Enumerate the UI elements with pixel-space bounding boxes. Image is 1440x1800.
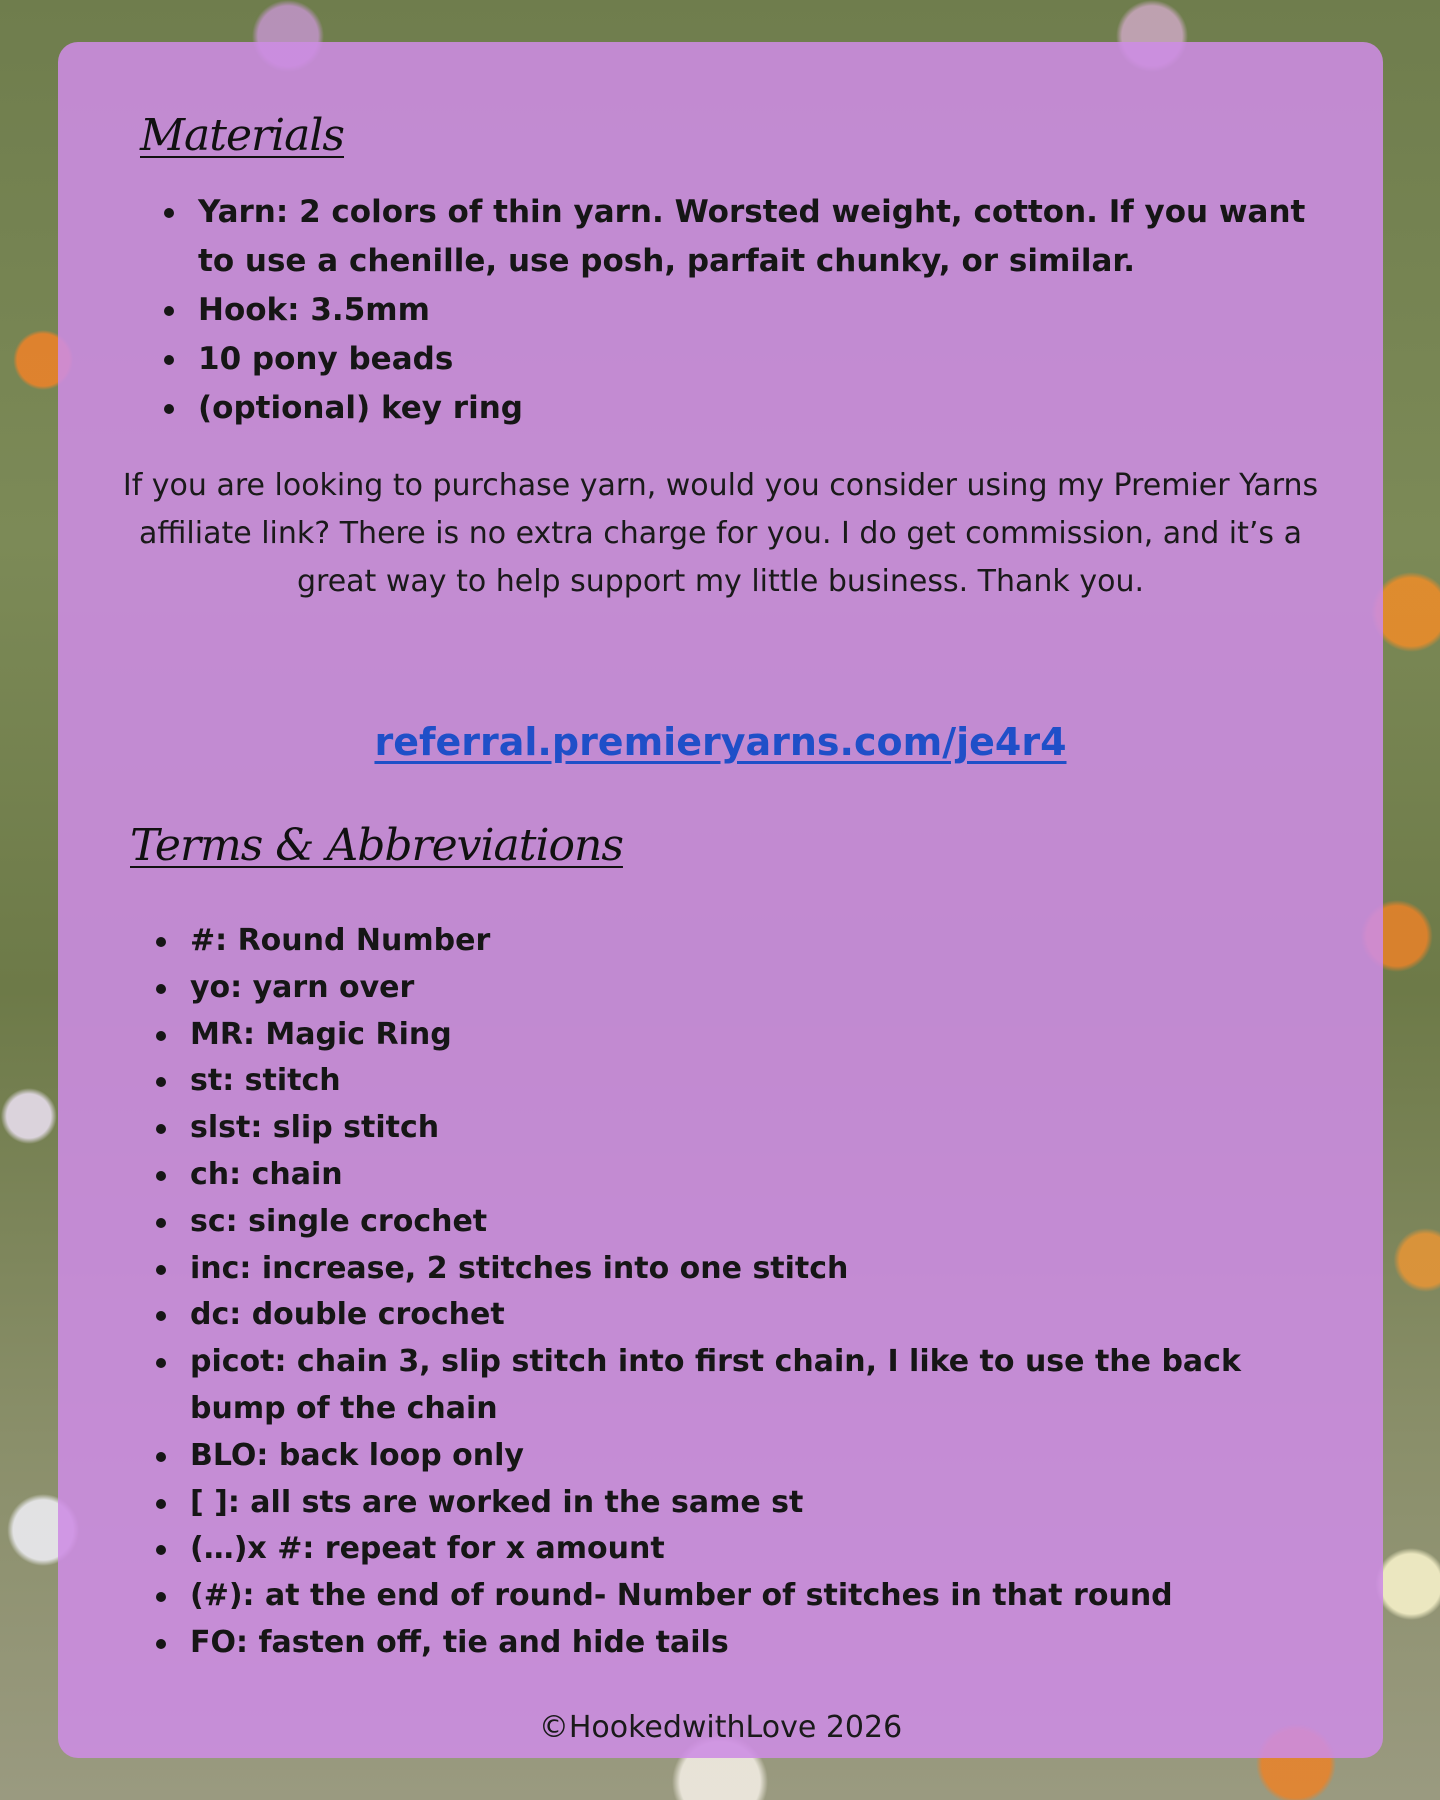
terms-item: MR: Magic Ring (150, 1012, 1300, 1059)
copyright-footer: ©HookedwithLove 2026 (538, 1710, 903, 1745)
content-panel (58, 42, 1383, 1758)
terms-item: slst: slip stitch (150, 1105, 1300, 1152)
terms-list (150, 918, 1300, 1667)
materials-heading: Materials (140, 110, 344, 161)
terms-item: ch: chain (150, 1152, 1300, 1199)
terms-item: yo: yarn over (150, 965, 1300, 1012)
materials-list (158, 188, 1308, 433)
materials-item-hook: Hook: 3.5mm (158, 286, 1308, 335)
affiliate-note: If you are looking to purchase yarn, would you consider using my Premier Yarns affiliate link? There is no extra charge for you. I do get commission, and it’s a great way to help support my little business. Thank you. (122, 468, 1319, 599)
terms-item: FO: fasten off, tie and hide tails (150, 1620, 1300, 1667)
materials-item-yarn: Yarn: 2 colors of thin yarn. Worsted weight, cotton. If you want to use a chenille, use posh, parfait chunky, or similar. (158, 188, 1308, 286)
terms-item: [ ]: all sts are worked in the same st (150, 1480, 1300, 1527)
terms-item: st: stitch (150, 1058, 1300, 1105)
terms-item: inc: increase, 2 stitches into one stitch (150, 1246, 1300, 1293)
terms-item: dc: double crochet (150, 1292, 1300, 1339)
terms-heading: Terms & Abbreviations (130, 820, 623, 871)
materials-item-key-ring: (optional) key ring (158, 384, 1308, 433)
terms-item: sc: single crochet (150, 1199, 1300, 1246)
terms-item: picot: chain 3, slip stitch into first chain, I like to use the back bump of the chain (150, 1339, 1300, 1433)
terms-item: #: Round Number (150, 918, 1300, 965)
terms-item: BLO: back loop only (150, 1433, 1300, 1480)
terms-item: (#): at the end of round- Number of stitches in that round (150, 1573, 1300, 1620)
materials-item-beads: 10 pony beads (158, 335, 1308, 384)
terms-item: (…)x #: repeat for x amount (150, 1526, 1300, 1573)
affiliate-link[interactable]: referral.premieryarns.com/je4r4 (374, 720, 1067, 764)
